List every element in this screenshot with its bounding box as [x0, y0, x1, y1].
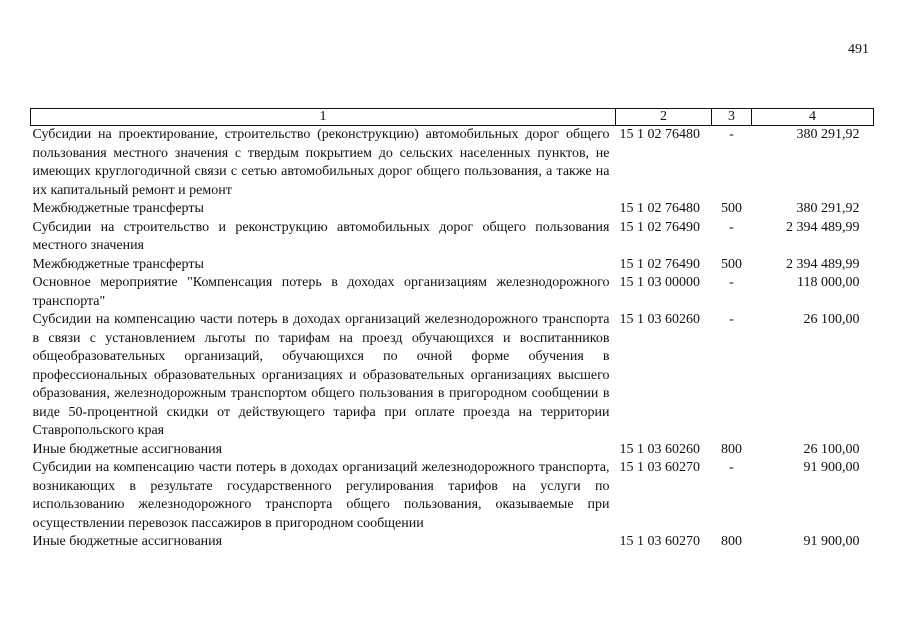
row-name: Иные бюджетные ассигнования	[32, 441, 223, 457]
budget-table	[30, 108, 874, 552]
row-type: -	[729, 460, 734, 475]
row-amount: 380 291,92	[796, 201, 860, 216]
row-code: 15 1 02 76490	[619, 219, 700, 235]
row-amount: 2 394 489,99	[786, 256, 860, 272]
table-row	[31, 200, 874, 219]
row-name: Основное мероприятие "Компенсация потерь в доходах организациям железнодорожного транспорта"	[32, 275, 610, 309]
column-header-4: 4	[752, 109, 874, 126]
row-amount: 26 100,00	[803, 312, 860, 327]
row-amount: 91 900,00	[803, 534, 860, 549]
row-name: Субсидии на компенсацию части потерь в доходах организаций железнодорожного транспорта, возникающих в результате государственного регулирования тарифов на услуги по использованию железнодорожного транспорта общего пользования, оказываемые при осуществлении перевозок пассажиров в пригородном сообщении	[32, 460, 610, 531]
row-code: 15 1 02 76490	[619, 256, 700, 272]
row-code: 15 1 03 60260	[619, 441, 700, 457]
table-row	[31, 533, 874, 552]
row-type: -	[729, 312, 734, 327]
row-code: 15 1 03 60260	[619, 312, 700, 327]
row-name: Субсидии на проектирование, строительство (реконструкцию) автомобильных дорог общего пользования местного значения с твердым покрытием до сельских населенных пунктов, не имеющих круглогодичной связи с сетью автомобильных дорог общего пользования, а также на их капитальный ремонт и ремонт	[32, 127, 610, 198]
row-amount: 380 291,92	[796, 127, 860, 142]
row-name: Субсидии на строительство и реконструкцию автомобильных дорог общего пользования местного значения	[32, 219, 610, 253]
row-amount: 91 900,00	[803, 460, 860, 475]
row-code: 15 1 03 00000	[619, 275, 700, 290]
page-number: 491	[848, 42, 869, 57]
row-name: Межбюджетные трансферты	[32, 201, 204, 216]
table-header-row	[31, 109, 874, 126]
row-type: -	[729, 219, 734, 235]
table-row	[31, 311, 874, 441]
table-row	[31, 459, 874, 533]
row-code: 15 1 03 60270	[619, 460, 700, 475]
row-amount: 26 100,00	[803, 441, 860, 457]
row-name: Субсидии на компенсацию части потерь в доходах организаций железнодорожного транспорта в связи с установлением льготы по тарифам на проезд обучающихся и воспитанников общеобразовательных организаций, обучающихся по очной форме обучения в профессиональных образовательных организациях и образовательных организациях высшего образования, железнодорожным транспортом общего пользования в пригородном сообщении в виде 50-процентной скидки от действующего тарифа при оплате проезда на территории Ставропольского края	[32, 312, 610, 438]
row-type: 500	[721, 201, 742, 216]
table-row	[31, 126, 874, 201]
row-type: 800	[721, 534, 742, 549]
row-amount: 2 394 489,99	[786, 219, 860, 235]
row-amount: 118 000,00	[797, 275, 860, 290]
row-code: 15 1 03 60270	[619, 534, 700, 549]
row-name: Иные бюджетные ассигнования	[32, 534, 223, 549]
table-row	[31, 441, 874, 460]
row-type: -	[729, 275, 734, 290]
column-header-1: 1	[31, 109, 616, 126]
row-type: 500	[721, 256, 742, 272]
row-type: 800	[721, 441, 742, 457]
table-row	[31, 219, 874, 256]
row-code: 15 1 02 76480	[619, 127, 700, 142]
row-name: Межбюджетные трансферты	[32, 256, 204, 272]
table-row	[31, 274, 874, 311]
row-code: 15 1 02 76480	[619, 201, 700, 216]
table-row	[31, 256, 874, 275]
column-header-3: 3	[712, 109, 752, 126]
row-type: -	[729, 127, 734, 142]
column-header-2: 2	[616, 109, 712, 126]
